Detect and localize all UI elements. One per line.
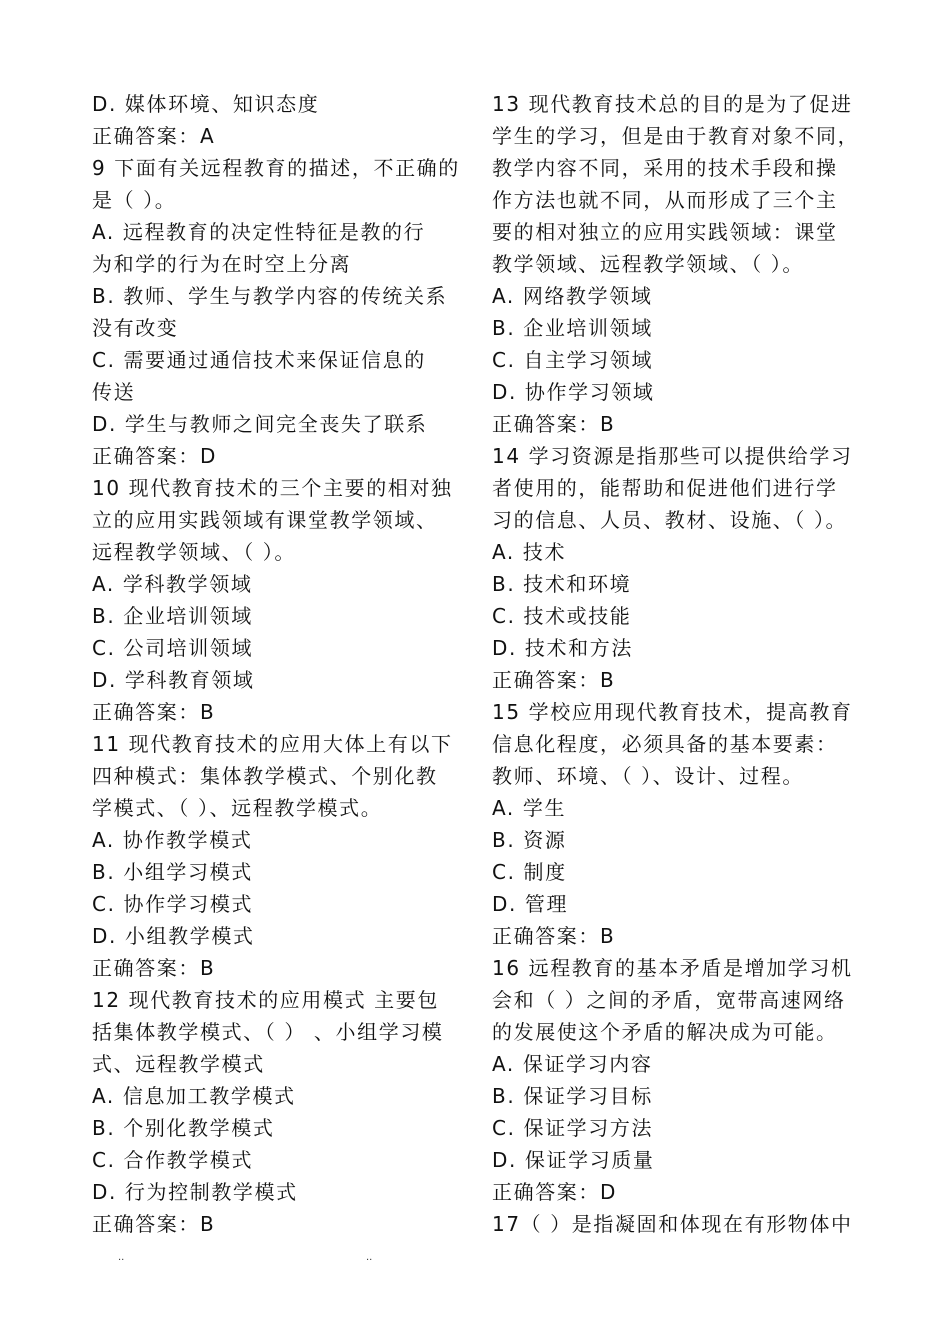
text-line: 正确答案：B [492,412,616,436]
text-line: 正确答案：B [492,924,616,948]
text-line: 正确答案：A [92,124,216,148]
text-line: 教学领域、远程教学领域、（ ）。 [492,252,804,276]
text-line: 者使用的，能帮助和促进他们进行学 [492,476,838,500]
text-line: 的发展使这个矛盾的解决成为可能。 [492,1020,838,1044]
text-line: 学模式、（ ）、远程教学模式。 [92,796,383,820]
text-line: 教学内容不同，采用的技术手段和操 [492,156,838,180]
right-column [492,88,872,1240]
text-line: B. 教师、学生与教学内容的传统关系 [92,284,448,308]
text-line: D. 小组教学模式 [92,924,255,948]
text-line: 9 下面有关远程教育的描述，不正确的 [92,156,460,180]
text-line: A. 保证学习内容 [492,1052,653,1076]
text-line: C. 合作教学模式 [92,1148,254,1172]
text-line: 立的应用实践领域有课堂教学领域、 [92,508,438,532]
text-line: 14 学习资源是指那些可以提供给学习 [492,444,853,468]
text-line: C. 技术或技能 [492,604,632,628]
text-line: 正确答案：D [492,1180,618,1204]
text-line: D. 学生与教师之间完全丧失了联系 [92,412,428,436]
text-line: A. 学生 [492,796,567,820]
text-line: C. 需要通过通信技术来保证信息的 [92,348,426,372]
text-line: D. 学科教育领域 [92,668,255,692]
text-line: 没有改变 [92,316,179,340]
text-line: 17（ ）是指凝固和体现在有形物体中 [492,1212,853,1236]
text-line: B. 个别化教学模式 [92,1116,275,1140]
text-line: 四种模式：集体教学模式、个别化教 [92,764,438,788]
text-line: C. 协作学习模式 [92,892,254,916]
text-line: 式、远程教学模式 [92,1052,265,1076]
text-line: A. 网络教学领域 [492,284,653,308]
text-line: 正确答案：D [92,444,218,468]
text-line: 作方法也就不同，从而形成了三个主 [492,188,838,212]
text-line: B. 保证学习目标 [492,1084,653,1108]
text-line: 10 现代教育技术的三个主要的相对独 [92,476,453,500]
text-line: C. 自主学习领域 [492,348,654,372]
text-line: 12 现代教育技术的应用模式 主要包 [92,988,439,1012]
text-line: B. 小组学习模式 [92,860,253,884]
footer-mark-right: .. [366,1252,373,1263]
text-line: 15 学校应用现代教育技术，提高教育 [492,700,853,724]
text-line: C. 保证学习方法 [492,1116,654,1140]
text-line: B. 资源 [492,828,567,852]
text-line: 13 现代教育技术总的目的是为了促进 [492,92,853,116]
text-line: A. 远程教育的决定性特征是教的行 [92,220,426,244]
text-line: 学生的学习，但是由于教育对象不同， [492,124,860,148]
text-line: B. 企业培训领域 [492,316,653,340]
text-line: 传送 [92,380,136,404]
text-line: 要的相对独立的应用实践领域：课堂 [492,220,838,244]
text-line: 习的信息、人员、教材、设施、（ ）。 [492,508,848,532]
text-line: D. 管理 [492,892,569,916]
text-line: D. 行为控制教学模式 [92,1180,298,1204]
text-line: C. 公司培训领域 [92,636,254,660]
text-line: 会和（ ）之间的矛盾，宽带高速网络 [492,988,846,1012]
text-line: 括集体教学模式、（ ） 、小组学习模 [92,1020,444,1044]
text-line: 正确答案：B [92,956,216,980]
text-line: 正确答案：B [92,700,216,724]
text-line: 远程教学领域、（ ）。 [92,540,296,564]
text-line: B. 企业培训领域 [92,604,253,628]
text-line: 正确答案：B [492,668,616,692]
text-line: C. 制度 [492,860,567,884]
text-line: 信息化程度，必须具备的基本要素： [492,732,838,756]
text-line: 是（ ）。 [92,188,177,212]
text-line: D. 媒体环境、知识态度 [92,92,320,116]
text-line: A. 信息加工教学模式 [92,1084,296,1108]
text-line: 正确答案：B [92,1212,216,1236]
text-line: D. 协作学习领域 [492,380,655,404]
text-line: A. 学科教学领域 [92,572,253,596]
text-line: A. 技术 [492,540,567,564]
text-line: 16 远程教育的基本矛盾是增加学习机 [492,956,853,980]
text-line: 11 现代教育技术的应用大体上有以下 [92,732,453,756]
text-line: A. 协作教学模式 [92,828,253,852]
text-line: B. 技术和环境 [492,572,632,596]
left-column [92,88,472,1240]
text-line: D. 保证学习质量 [492,1148,655,1172]
text-line: 为和学的行为在时空上分离 [92,252,352,276]
text-line: D. 技术和方法 [492,636,633,660]
footer-mark-left: .. [118,1252,125,1263]
text-line: 教师、环境、（ ）、设计、过程。 [492,764,804,788]
